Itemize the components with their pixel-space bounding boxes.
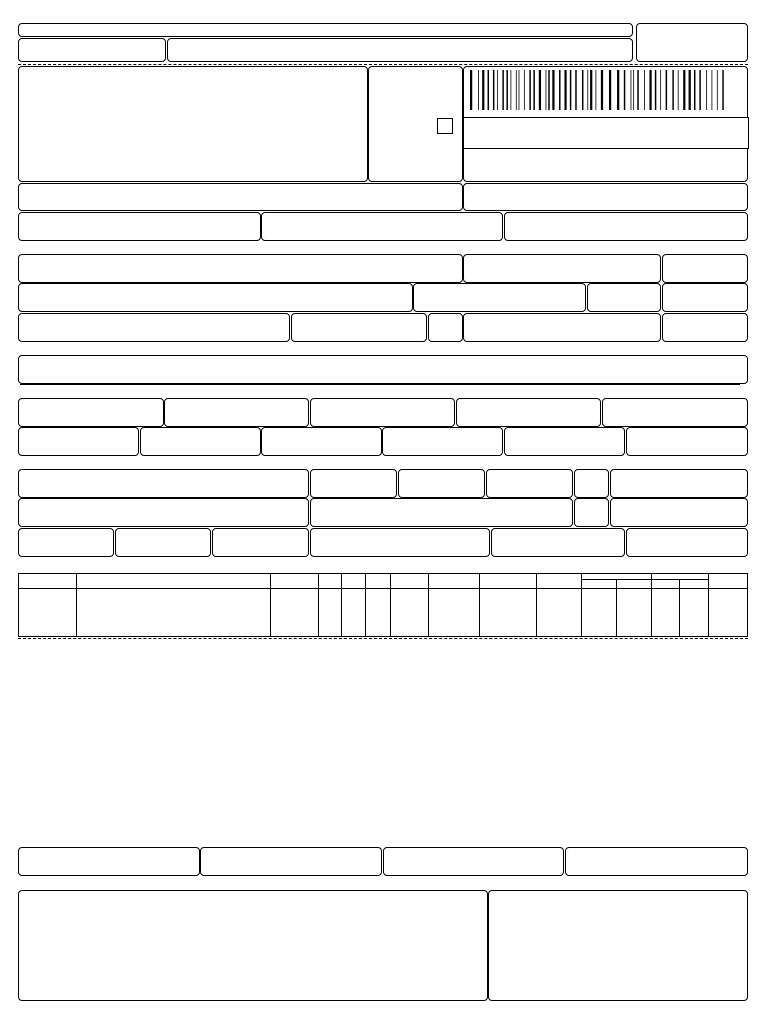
- barcode-bar: [478, 70, 479, 110]
- barcode-bar: [666, 70, 667, 110]
- receipt-signature-box: [167, 38, 633, 62]
- antt-code-box: [398, 469, 485, 498]
- column-divider: [341, 574, 342, 636]
- barcode-bar: [672, 70, 673, 110]
- barcode-bar: [609, 70, 611, 110]
- receipt-top-bar: [18, 23, 633, 37]
- recipient-address-box: [18, 283, 413, 312]
- net-weight-box: [626, 528, 748, 557]
- issqn-services-total-box: [200, 847, 382, 876]
- barcode-bar: [539, 70, 541, 110]
- barcode-bar: [717, 70, 718, 110]
- recipient-ie-box: [463, 313, 661, 342]
- municipal-registration-box: [18, 847, 200, 876]
- issue-date-box: [662, 254, 748, 283]
- barcode-bar: [617, 70, 619, 110]
- barcode-bar: [470, 70, 472, 110]
- ipi-value-box: [504, 427, 625, 456]
- access-key-box: [463, 117, 749, 149]
- protocol-box: [463, 183, 748, 211]
- barcode-icon: [470, 70, 742, 110]
- barcode-bar: [706, 70, 707, 110]
- barcode-bar: [689, 70, 691, 110]
- barcode-bar: [488, 70, 489, 110]
- icms-base-box: [18, 398, 164, 427]
- recipient-zip-box: [587, 283, 661, 312]
- column-divider: [270, 574, 271, 636]
- carrier-cnpj-box: [610, 469, 748, 498]
- vehicle-plate-box: [486, 469, 573, 498]
- barcode-bar: [590, 70, 592, 110]
- column-divider: [536, 574, 537, 636]
- barcode-bar: [655, 70, 656, 110]
- column-divider: [479, 574, 480, 636]
- barcode-bar: [482, 70, 484, 110]
- recipient-cnpj-box: [463, 254, 661, 283]
- barcode-bar: [559, 70, 560, 110]
- volume-brand-box: [212, 528, 309, 557]
- barcode-bar: [506, 70, 507, 110]
- column-divider: [616, 579, 617, 636]
- barcode-bar: [633, 70, 634, 110]
- carrier-name-box: [18, 469, 309, 498]
- barcode-bar: [683, 70, 685, 110]
- other-expenses-box: [382, 427, 503, 456]
- invoice-underline: [20, 384, 740, 385]
- receipt-cut-line: [18, 64, 748, 65]
- barcode-bar: [497, 70, 498, 110]
- barcode-bar: [510, 70, 511, 110]
- products-total-box: [602, 398, 748, 427]
- plate-state-box: [574, 469, 609, 498]
- exit-date-box: [662, 283, 748, 312]
- volume-numbering-box: [310, 528, 490, 557]
- column-divider: [76, 574, 77, 636]
- column-divider: [318, 574, 319, 636]
- carrier-city-box: [310, 498, 573, 527]
- invoice-box: [18, 355, 748, 384]
- fiscal-reserved-box: [488, 890, 748, 1001]
- issqn-base-box: [383, 847, 564, 876]
- recipient-city-box: [18, 313, 290, 342]
- column-divider: [365, 574, 366, 636]
- additional-info-box: [18, 890, 488, 1001]
- column-divider: [651, 574, 652, 636]
- carrier-ie-box: [610, 498, 748, 527]
- discount-box: [261, 427, 382, 456]
- icms-st-value-box: [456, 398, 601, 427]
- barcode-bar: [637, 70, 638, 110]
- barcode-bar: [524, 70, 525, 110]
- barcode-bar: [533, 70, 534, 110]
- recipient-name-box: [18, 254, 463, 283]
- receipt-number-box: [636, 23, 748, 62]
- barcode-bar: [502, 70, 503, 110]
- gross-weight-box: [491, 528, 625, 557]
- tax-group-line: [581, 579, 708, 580]
- barcode-bar: [644, 70, 645, 110]
- barcode-bar: [552, 70, 554, 110]
- exit-time-box: [662, 313, 748, 342]
- barcode-bar: [546, 70, 547, 110]
- recipient-phone-box: [291, 313, 427, 342]
- column-divider: [708, 574, 709, 636]
- barcode-bar: [595, 70, 596, 110]
- column-divider: [679, 579, 680, 636]
- barcode-bar: [564, 70, 566, 110]
- entry-exit-checkbox: [437, 118, 453, 134]
- freight-type-box: [310, 469, 397, 498]
- barcode-bar: [516, 70, 517, 110]
- recipient-state-box: [428, 313, 463, 342]
- barcode-bar: [493, 70, 494, 110]
- column-divider: [390, 574, 391, 636]
- barcode-bar: [601, 70, 603, 110]
- freight-box: [18, 427, 139, 456]
- state-registration-st-box: [261, 212, 503, 241]
- barcode-bar: [660, 70, 661, 110]
- barcode-bar: [678, 70, 679, 110]
- icms-st-base-box: [310, 398, 455, 427]
- invoice-total-box: [626, 427, 748, 456]
- barcode-bar: [587, 70, 588, 110]
- receipt-date-box: [18, 38, 166, 62]
- products-table: [18, 573, 748, 637]
- issuer-cnpj-box: [504, 212, 748, 241]
- barcode-bar: [529, 70, 530, 110]
- barcode-bar: [582, 70, 583, 110]
- operation-nature-box: [18, 183, 463, 211]
- barcode-bar: [548, 70, 549, 110]
- barcode-bar: [575, 70, 576, 110]
- table-header-line: [19, 588, 747, 589]
- barcode-bar: [631, 70, 632, 110]
- carrier-address-box: [18, 498, 309, 527]
- column-divider: [581, 574, 582, 636]
- barcode-bar: [570, 70, 571, 110]
- barcode-bar: [722, 70, 723, 110]
- volume-species-box: [115, 528, 211, 557]
- barcode-bar: [624, 70, 625, 110]
- table-bottom-dash: [18, 638, 748, 639]
- recipient-district-box: [413, 283, 586, 312]
- barcode-bar: [699, 70, 700, 110]
- icms-value-box: [164, 398, 309, 427]
- barcode-bar: [649, 70, 651, 110]
- barcode-bar: [712, 70, 713, 110]
- barcode-bar: [694, 70, 695, 110]
- column-divider: [428, 574, 429, 636]
- barcode-bar: [519, 70, 520, 110]
- insurance-box: [140, 427, 261, 456]
- carrier-state-box: [574, 498, 609, 527]
- issqn-value-box: [565, 847, 748, 876]
- state-registration-box: [18, 212, 261, 241]
- issuer-box: [18, 66, 368, 182]
- volume-quantity-box: [18, 528, 114, 557]
